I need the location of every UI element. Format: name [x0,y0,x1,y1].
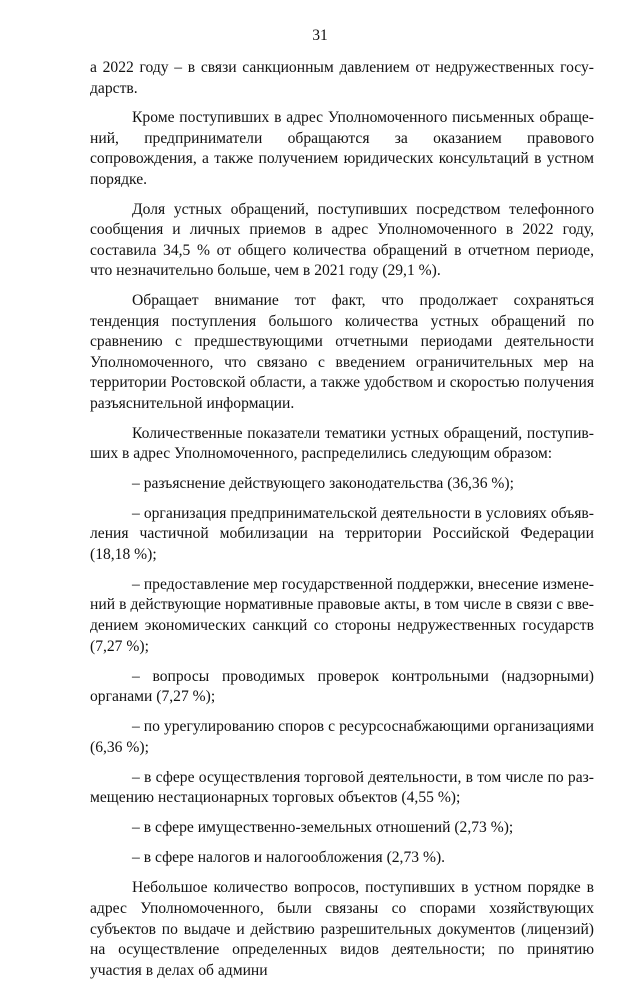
list-item-3: – предоставление мер государственной поддержки, внесение изменений в действующие нормативные правовые акты, в том числе в связи с введением экономических санкций со стороны недружественных государств (7,27 %); [90,575,594,655]
list-item-5: – по урегулированию споров с ресурсоснабжающими организациями (6,36 %); [90,718,594,756]
list-item-2: – организация предпринимательской деятельности в условиях объявления частичной мобилизации на территории Российской Федерации (18,18 %); [90,504,594,563]
page-body [90,58,594,990]
paragraph-5: Количественные показатели тематики устных обращений, поступивших в адрес Уполномоченного, распределились следующим образом: [90,424,594,463]
list-item-8: – в сфере налогов и налогообложения (2,73 %). [132,849,446,867]
list-item-6: – в сфере осуществления торговой деятельности, в том числе по размещению нестационарных торговых объектов (4,55 %); [90,768,594,807]
list-item-1: – разъяснение действующего законодательства (36,36 %); [132,474,514,492]
paragraph-3: Доля устных обращений, поступивших посредством телефонного сообщения и личных приемов в адрес Уполномоченного в 2022 году, составила 34,5 % от общего количества обращений в отчетном периоде, что незначительно больше, чем в 2021 году (29,1 %). [90,200,594,280]
list-item-4: – вопросы проводимых проверок контрольными (надзорными) органами (7,27 %); [90,667,594,706]
paragraph-1: а 2022 году – в связи санкционным давлением от недружественных государств. [90,59,594,97]
paragraph-4: Обращает внимание тот факт, что продолжает сохраняться тенденция поступления большого количества устных обращений по сравнению с предшествующими отчетными периодами деятельности Уполномоченного, что связано с введением ограничительных мер на территории Ростовской области, а также удобством и скоростью получения разъяснительной информации. [90,291,594,412]
list-item-7: – в сфере имущественно-земельных отношений (2,73 %); [132,819,514,837]
closing-paragraph: Небольшое количество вопросов, поступивших в устном порядке в адрес Уполномоченного, были связаны со спорами хозяйствующих субъектов по выдаче и действию разрешительных документов (лицензий) на осуществление определенных видов деятельности; по принятию участия в делах об админи [90,879,594,979]
page-number: 31 [312,27,328,44]
paragraph-2: Кроме поступивших в адрес Уполномоченного письменных обращений, предприниматели обращаются за оказанием правового сопровождения, а также получением юридических консультаций в устном порядке. [90,109,594,188]
